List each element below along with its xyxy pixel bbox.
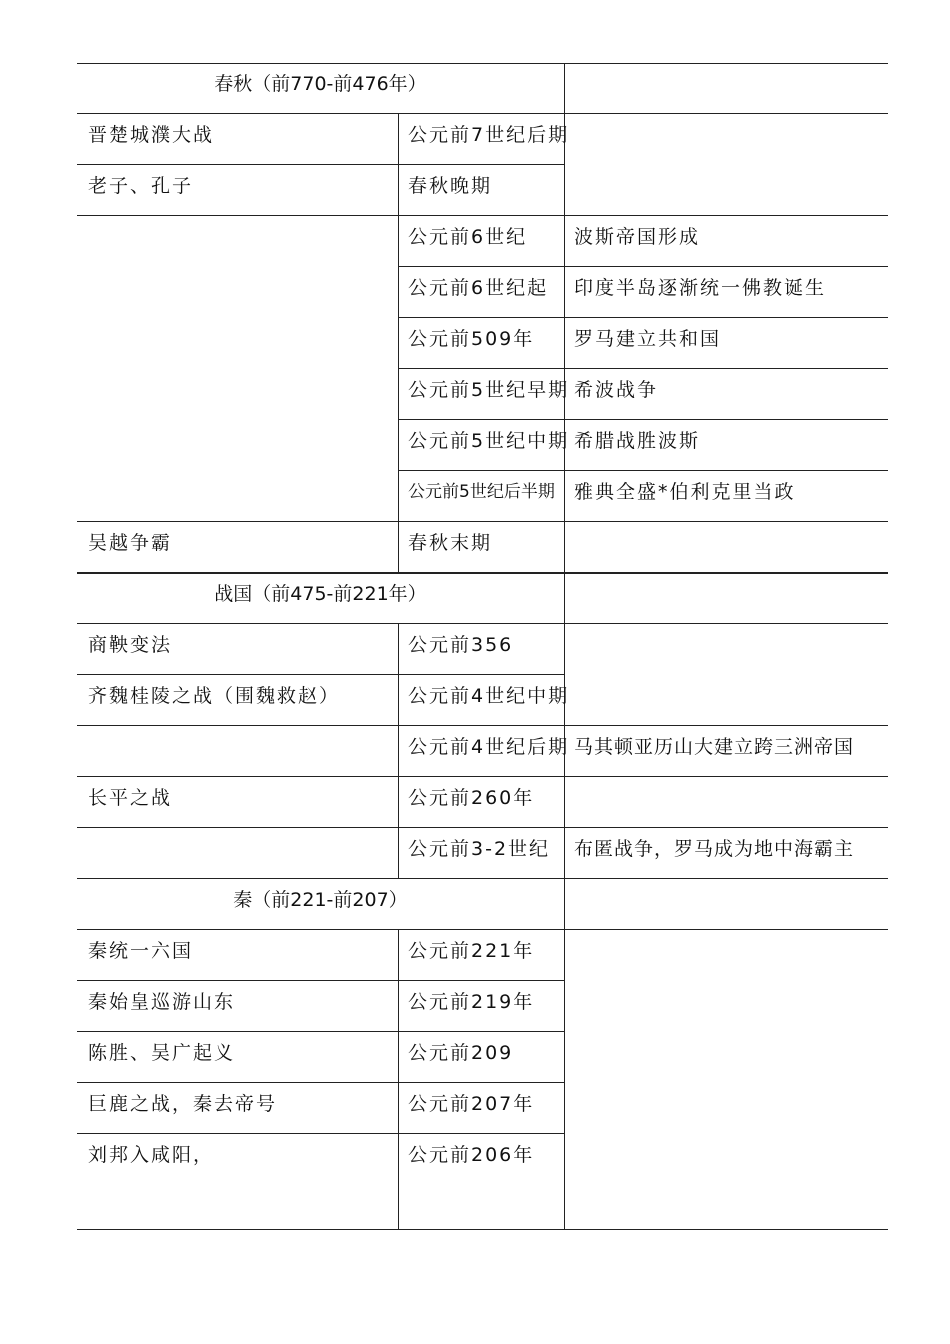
time-cell: 公元前219年	[408, 991, 535, 1013]
rule	[398, 317, 888, 318]
rule	[77, 1031, 564, 1032]
rule	[77, 521, 888, 522]
time-cell: 公元前4世纪后期	[408, 736, 570, 758]
rule	[77, 827, 888, 828]
event-cell: 吴越争霸	[88, 532, 173, 554]
rule	[398, 368, 888, 369]
event-cell: 刘邦入咸阳，	[88, 1144, 215, 1166]
rule	[77, 623, 888, 624]
time-cell: 公元前509年	[408, 328, 535, 350]
world-event-cell: 印度半岛逐渐统一佛教诞生	[574, 277, 827, 299]
time-cell: 春秋晚期	[408, 175, 493, 197]
event-cell: 老子、孔子	[88, 175, 194, 197]
rule	[77, 776, 888, 777]
rule	[398, 470, 888, 471]
column-rule	[398, 623, 399, 878]
time-cell: 公元前221年	[408, 940, 535, 962]
time-cell: 公元前260年	[408, 787, 535, 809]
column-rule	[398, 113, 399, 572]
event-cell: 商鞅变法	[88, 634, 173, 656]
event-cell: 陈胜、吴广起义	[88, 1042, 236, 1064]
time-cell: 公元前7世纪后期	[408, 124, 570, 146]
rule	[77, 1229, 888, 1230]
history-timeline-table	[77, 63, 888, 1230]
rule	[398, 266, 888, 267]
rule	[77, 1133, 564, 1134]
rule	[77, 878, 888, 879]
rule	[77, 215, 888, 216]
world-event-cell: 波斯帝国形成	[574, 226, 701, 248]
time-cell: 公元前6世纪	[408, 226, 528, 248]
event-cell: 秦始皇巡游山东	[88, 991, 236, 1013]
rule	[77, 929, 888, 930]
time-cell: 公元前356	[408, 634, 514, 656]
world-event-cell: 希波战争	[574, 379, 659, 401]
time-cell: 公元前5世纪中期	[408, 430, 570, 452]
world-event-cell: 布匿战争，罗马成为地中海霸主	[574, 838, 855, 860]
time-cell: 公元前3-2世纪	[408, 838, 551, 860]
rule	[398, 419, 888, 420]
time-cell: 公元前209	[408, 1042, 514, 1064]
event-cell: 晋楚城濮大战	[88, 124, 215, 146]
column-rule	[398, 929, 399, 1230]
column-rule	[564, 63, 565, 1230]
event-cell: 长平之战	[88, 787, 173, 809]
section-heading: 春秋（前770-前476年）	[214, 73, 427, 95]
event-cell: 巨鹿之战，秦去帝号	[88, 1093, 278, 1115]
time-cell: 春秋末期	[408, 532, 493, 554]
time-cell: 公元前6世纪起	[408, 277, 549, 299]
world-event-cell: 马其顿亚历山大建立跨三洲帝国	[574, 736, 855, 758]
time-cell: 公元前5世纪后半期	[408, 482, 555, 502]
rule	[77, 1082, 564, 1083]
rule	[77, 725, 888, 726]
rule	[77, 113, 888, 114]
rule	[77, 980, 564, 981]
section-heading: 秦（前221-前207）	[233, 889, 408, 911]
event-cell: 秦统一六国	[88, 940, 194, 962]
world-event-cell: 罗马建立共和国	[574, 328, 722, 350]
rule	[77, 674, 564, 675]
world-event-cell: 雅典全盛*伯利克里当政	[574, 481, 796, 503]
section-heading: 战国（前475-前221年）	[214, 583, 427, 605]
world-event-cell: 希腊战胜波斯	[574, 430, 701, 452]
time-cell: 公元前206年	[408, 1144, 535, 1166]
event-cell: 齐魏桂陵之战（围魏救赵）	[88, 685, 341, 707]
rule	[77, 572, 888, 574]
time-cell: 公元前5世纪早期	[408, 379, 570, 401]
time-cell: 公元前207年	[408, 1093, 535, 1115]
rule	[77, 63, 888, 64]
time-cell: 公元前4世纪中期	[408, 685, 570, 707]
rule	[77, 164, 564, 165]
